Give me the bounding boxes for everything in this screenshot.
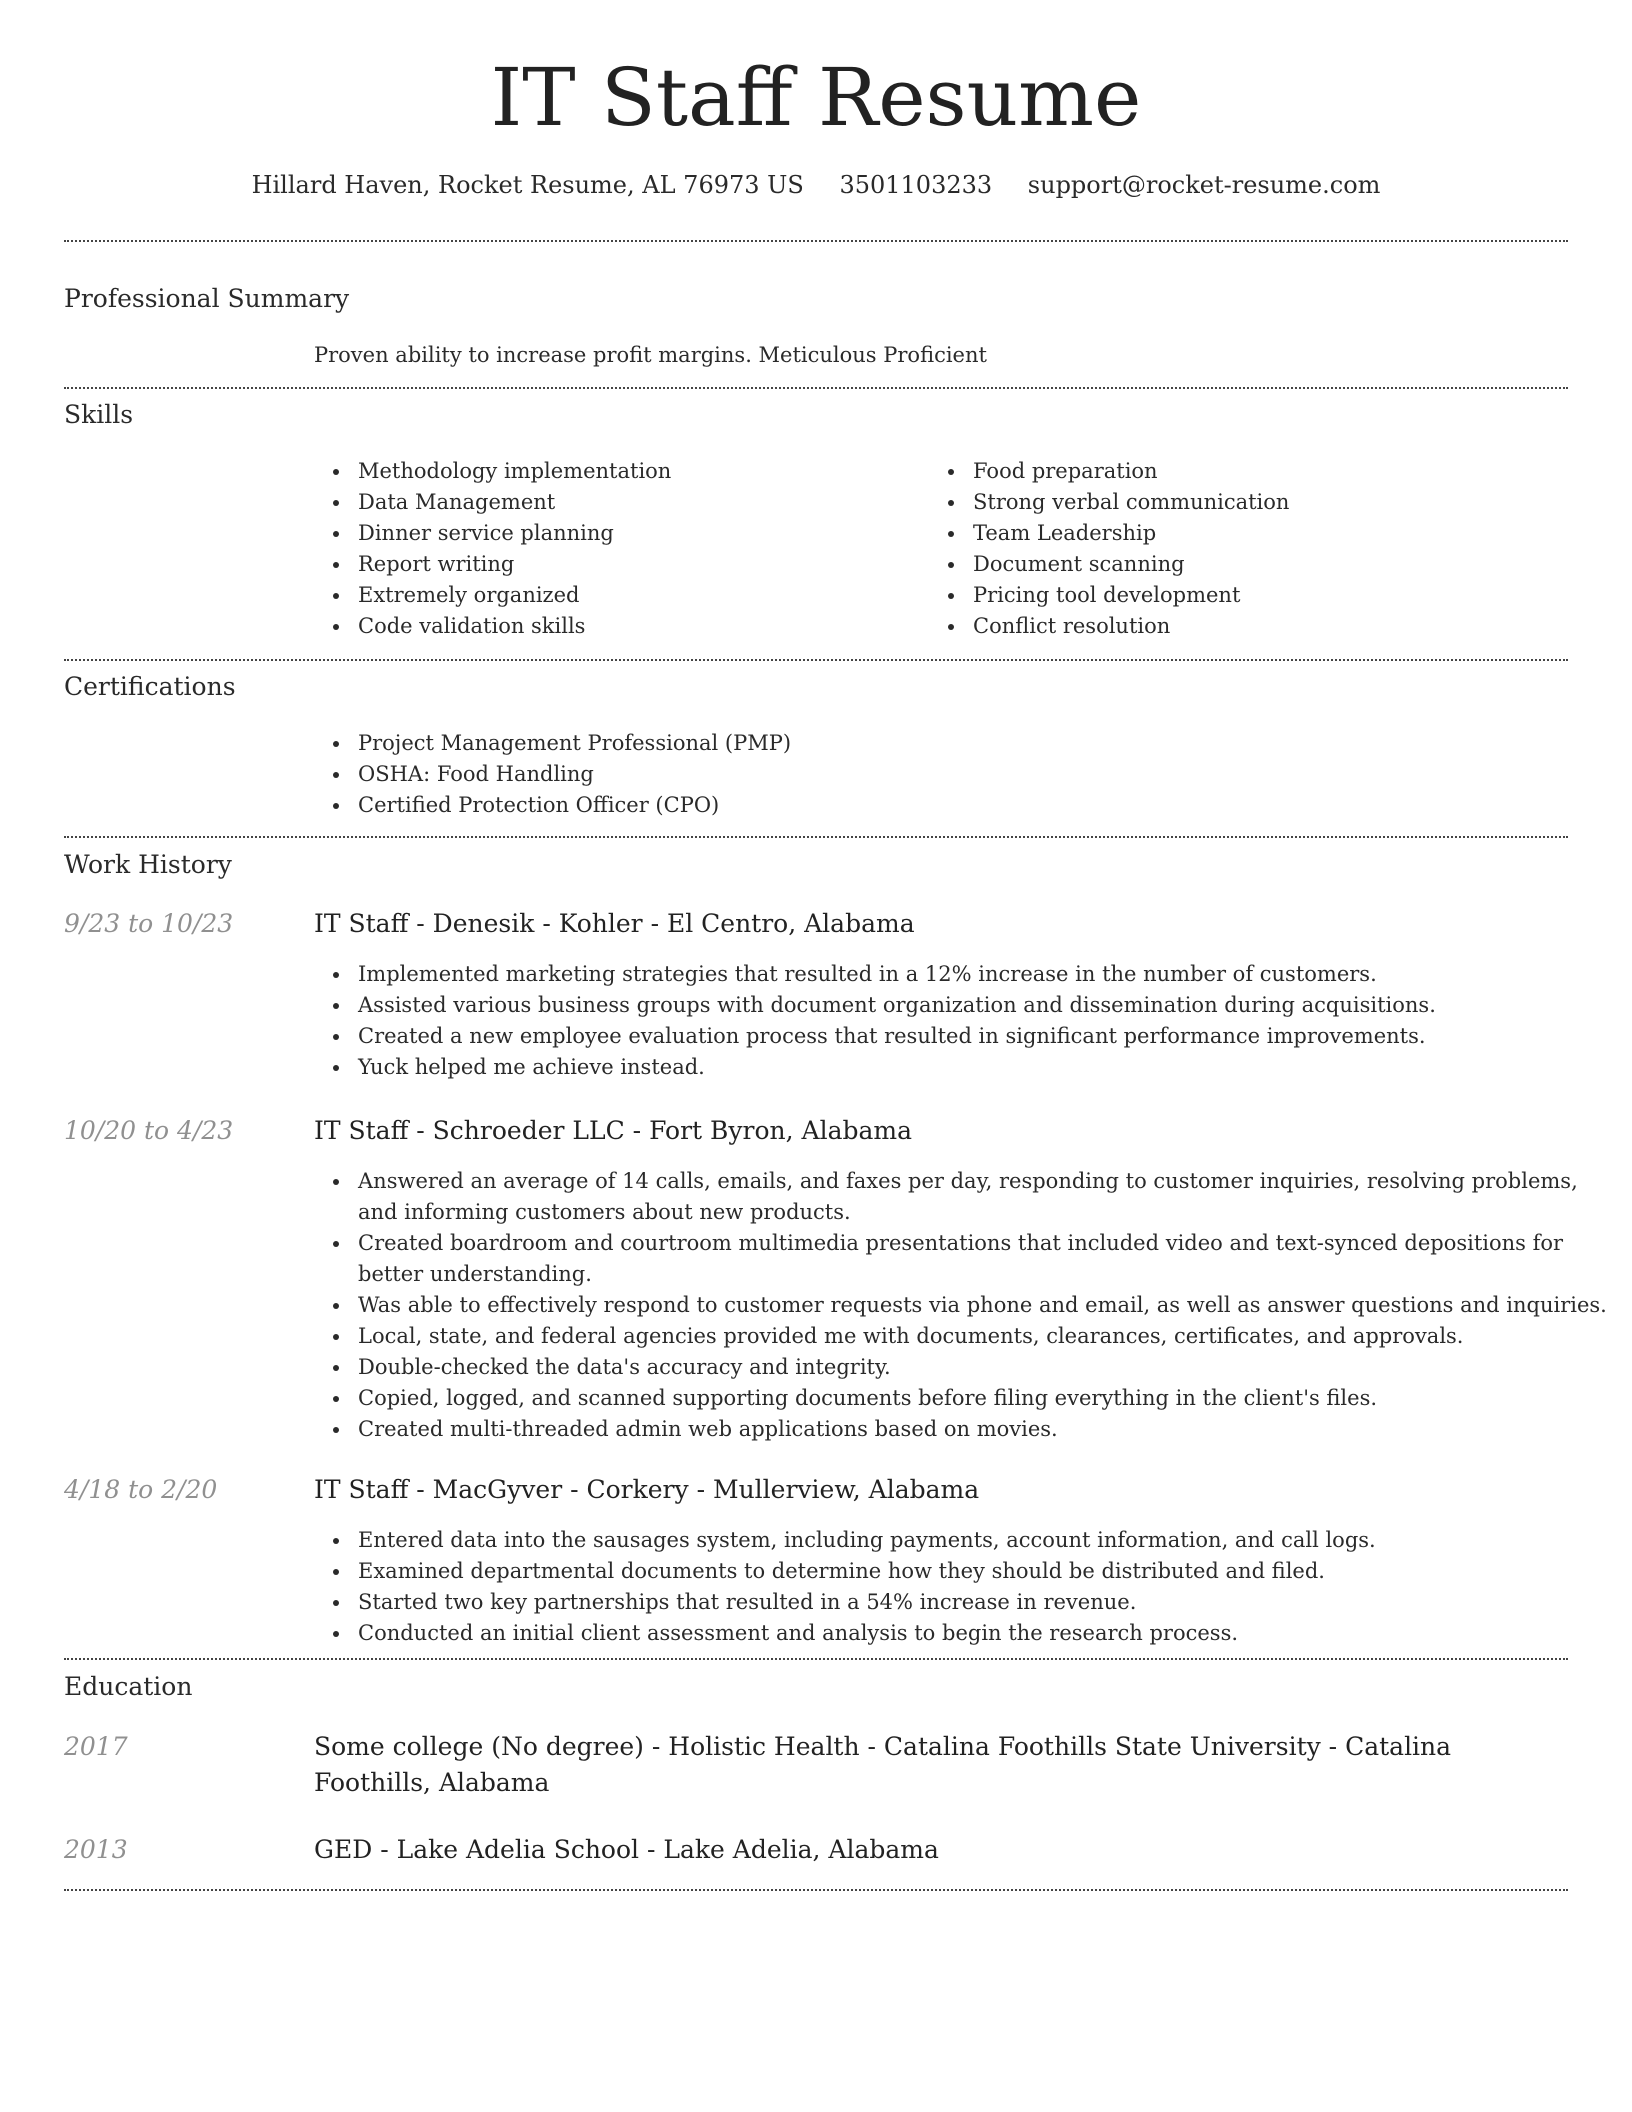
education-year: 2017 [64, 1732, 128, 1761]
contact-address: Hillard Haven, Rocket Resume, AL 76973 US [251, 171, 804, 199]
job-bullet: Copied, logged, and scanned supporting documents before filing everything in the client's files. [358, 1383, 1608, 1414]
page-title: IT Staff Resume [490, 51, 1142, 144]
education-heading: Education [64, 1672, 193, 1701]
certification-item: Project Management Professional (PMP) [358, 728, 1508, 759]
skill-item: Document scanning [973, 549, 1573, 580]
divider [64, 1889, 1568, 1891]
certification-item: Certified Protection Officer (CPO) [358, 790, 1508, 821]
contact-phone: 3501103233 [839, 171, 993, 199]
skills-list-right [929, 456, 1573, 642]
job-bullet: Yuck helped me achieve instead. [358, 1052, 1608, 1083]
job-bullet: Conducted an initial client assessment and analysis to begin the research process. [358, 1618, 1608, 1649]
contact-email: support@rocket-resume.com [1027, 171, 1381, 199]
contact-line [0, 168, 1632, 202]
education-entry: Some college (No degree) - Holistic Health - Catalina Foothills State University - Catalina Foothills, Alabama [314, 1732, 1452, 1797]
divider [64, 240, 1568, 242]
job-bullet: Local, state, and federal agencies provided me with documents, clearances, certificates, and approvals. [358, 1321, 1608, 1352]
divider [64, 1658, 1568, 1660]
job-bullet: Implemented marketing strategies that resulted in a 12% increase in the number of customers. [358, 959, 1608, 990]
skill-item: Data Management [358, 487, 918, 518]
job-dates: 10/20 to 4/23 [64, 1116, 234, 1145]
skill-item: Food preparation [973, 456, 1573, 487]
divider [64, 836, 1568, 838]
job-title: IT Staff - Denesik - Kohler - El Centro, Alabama [314, 909, 915, 938]
summary-text: Proven ability to increase profit margins. Meticulous Proficient [314, 343, 987, 367]
skills-heading: Skills [64, 400, 134, 429]
work-heading: Work History [64, 850, 232, 879]
job-bullet: Was able to effectively respond to customer requests via phone and email, as well as answer questions and inquiries. [358, 1290, 1608, 1321]
skill-item: Conflict resolution [973, 611, 1573, 642]
job-bullets [314, 1525, 1608, 1649]
job-dates: 9/23 to 10/23 [64, 909, 234, 938]
certifications-list [314, 728, 1508, 821]
skill-item: Strong verbal communication [973, 487, 1573, 518]
job-bullet: Created a new employee evaluation process that resulted in significant performance improvements. [358, 1021, 1608, 1052]
skill-item: Code validation skills [358, 611, 918, 642]
job-bullet: Examined departmental documents to determine how they should be distributed and filed. [358, 1556, 1608, 1587]
education-year: 2013 [64, 1835, 128, 1864]
skill-item: Dinner service planning [358, 518, 918, 549]
skill-item: Extremely organized [358, 580, 918, 611]
job-bullet: Assisted various business groups with document organization and dissemination during acquisitions. [358, 990, 1608, 1021]
certifications-heading: Certifications [64, 672, 236, 701]
skill-item: Methodology implementation [358, 456, 918, 487]
job-title: IT Staff - MacGyver - Corkery - Mullerview, Alabama [314, 1475, 980, 1504]
education-entry: GED - Lake Adelia School - Lake Adelia, Alabama [314, 1835, 939, 1864]
job-bullets [314, 959, 1608, 1083]
job-dates: 4/18 to 2/20 [64, 1475, 218, 1504]
skill-item: Pricing tool development [973, 580, 1573, 611]
job-bullet: Created multi-threaded admin web applications based on movies. [358, 1414, 1608, 1445]
summary-heading: Professional Summary [64, 284, 350, 313]
skill-item: Report writing [358, 549, 918, 580]
certification-item: OSHA: Food Handling [358, 759, 1508, 790]
job-title: IT Staff - Schroeder LLC - Fort Byron, Alabama [314, 1116, 913, 1145]
job-bullet: Created boardroom and courtroom multimedia presentations that included video and text-synced depositions for better understanding. [358, 1228, 1608, 1290]
divider [64, 659, 1568, 661]
skill-item: Team Leadership [973, 518, 1573, 549]
job-bullet: Entered data into the sausages system, including payments, account information, and call logs. [358, 1525, 1608, 1556]
job-bullets [314, 1166, 1608, 1445]
skills-list-left [314, 456, 918, 642]
job-bullet: Answered an average of 14 calls, emails, and faxes per day, responding to customer inquiries, resolving problems, and informing customers about new products. [358, 1166, 1608, 1228]
divider [64, 387, 1568, 389]
job-bullet: Started two key partnerships that resulted in a 54% increase in revenue. [358, 1587, 1608, 1618]
job-bullet: Double-checked the data's accuracy and integrity. [358, 1352, 1608, 1383]
